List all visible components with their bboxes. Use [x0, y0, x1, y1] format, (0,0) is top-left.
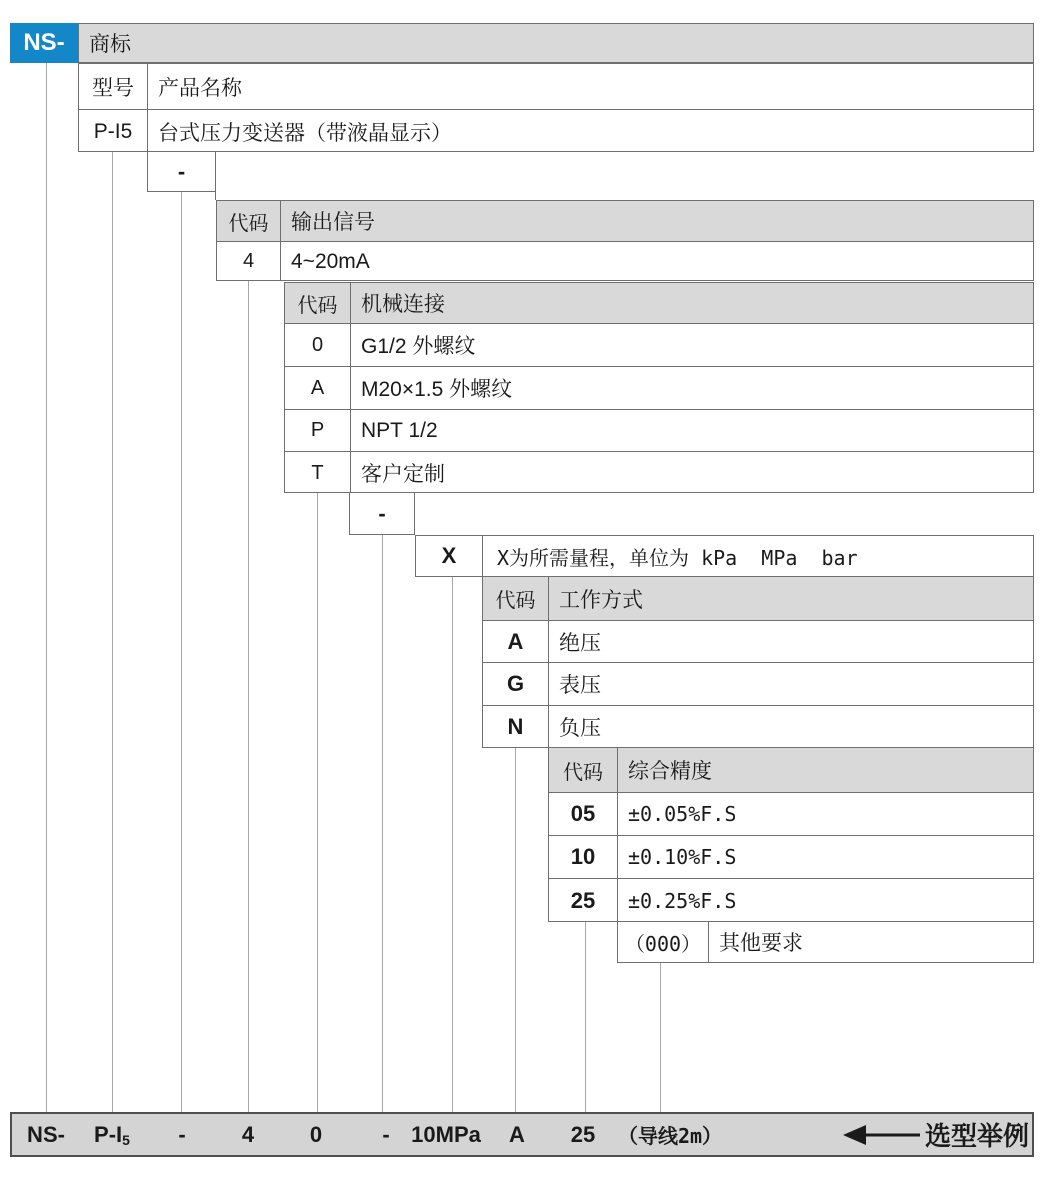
- example-model-sub: 5: [122, 1132, 130, 1148]
- table-row: [285, 409, 1033, 451]
- table-row: [549, 878, 1033, 922]
- code-cell: T: [285, 452, 351, 494]
- example-item-accuracy: 25: [570, 1121, 596, 1147]
- work-mode-title: 工作方式: [559, 588, 643, 612]
- separator-cell-1: [147, 152, 216, 192]
- example-item-range: 10MPa: [411, 1121, 481, 1147]
- table-row: [549, 835, 1033, 878]
- connector-line: [112, 152, 113, 1112]
- output-signal-title: 输出信号: [291, 211, 375, 234]
- table-header-row: [217, 201, 1033, 241]
- table-row: [483, 662, 1033, 705]
- code-cell: N: [483, 706, 549, 748]
- example-item-model: [94, 1114, 130, 1155]
- separator-label: -: [177, 158, 186, 184]
- other-code-cell: （000）: [618, 922, 709, 962]
- desc-cell: ±0.10%F.S: [628, 845, 737, 869]
- desc-cell: 4~20mA: [291, 249, 370, 273]
- desc-cell: ±0.05%F.S: [628, 802, 737, 826]
- table-row: [483, 705, 1033, 748]
- connector-line: [515, 748, 516, 1112]
- arrow-line: [863, 1133, 920, 1136]
- connector-line: [46, 63, 47, 1112]
- code-cell: A: [483, 621, 549, 662]
- model-table: [78, 63, 1034, 152]
- table-row: [79, 109, 1033, 153]
- desc-cell: 客户定制: [361, 463, 445, 486]
- range-code-cell: X: [416, 536, 483, 576]
- example-item-separator: -: [382, 1121, 390, 1147]
- connector-line: [248, 281, 249, 1112]
- brand-prefix-label: NS-: [23, 29, 65, 56]
- connector-line: [382, 535, 383, 1112]
- example-item-mode: A: [509, 1121, 525, 1147]
- table-row: [618, 922, 1033, 962]
- desc-cell: 绝压: [559, 631, 601, 655]
- code-cell: 10: [549, 836, 618, 878]
- accuracy-title: 综合精度: [628, 760, 712, 783]
- range-row: [415, 535, 1034, 577]
- code-header-cell: 代码: [285, 283, 351, 323]
- code-cell: A: [285, 367, 351, 409]
- desc-cell: G1/2 外螺纹: [361, 335, 476, 358]
- table-header-row: [549, 748, 1033, 792]
- range-desc-cell: X为所需量程，单位为 kPa MPa bar: [497, 545, 858, 570]
- desc-cell: 表压: [559, 674, 601, 697]
- table-header-row: [483, 577, 1033, 620]
- example-label: 选型举例: [925, 1121, 1030, 1151]
- table-row: [285, 323, 1033, 366]
- desc-cell: M20×1.5 外螺纹: [361, 378, 513, 401]
- code-header-cell: 代码: [549, 748, 618, 792]
- example-model-main: P-I: [94, 1121, 123, 1147]
- example-item-note: （导线2m）: [617, 1124, 723, 1148]
- accuracy-table: [548, 748, 1034, 922]
- work-mode-table: [482, 577, 1034, 748]
- table-row: [285, 366, 1033, 409]
- model-code-header-cell: 型号: [79, 64, 148, 109]
- product-name-header-cell: 产品名称: [158, 76, 242, 100]
- separator-cell-2: [349, 493, 415, 535]
- desc-cell: NPT 1/2: [361, 418, 438, 442]
- table-header-row: [285, 283, 1033, 323]
- desc-cell: 负压: [559, 717, 601, 740]
- table-row: [549, 792, 1033, 835]
- code-cell: G: [483, 663, 549, 705]
- code-cell: 25: [549, 879, 618, 922]
- code-cell: 0: [285, 324, 351, 366]
- connector-line: [585, 922, 586, 1112]
- other-requirements-row: [617, 922, 1034, 963]
- output-signal-table: [216, 200, 1034, 281]
- connector-line: [660, 963, 661, 1112]
- code-cell: P: [285, 410, 351, 451]
- example-bar: [10, 1112, 1034, 1157]
- example-item-separator: -: [178, 1121, 186, 1147]
- code-header-cell: 代码: [217, 201, 281, 241]
- desc-cell: ±0.25%F.S: [628, 888, 737, 913]
- table-row: [285, 451, 1033, 494]
- other-desc-cell: 其他要求: [719, 932, 803, 955]
- table-row: [217, 241, 1033, 281]
- connector-segment: [215, 192, 216, 200]
- connector-line: [452, 577, 453, 1112]
- trademark-label: 商标: [89, 33, 131, 56]
- code-header-cell: 代码: [483, 577, 549, 620]
- example-item-brand: NS-: [27, 1121, 65, 1147]
- code-cell: 05: [549, 793, 618, 835]
- example-item-mechanical: 0: [309, 1121, 323, 1147]
- connector-line: [317, 493, 318, 1112]
- mechanical-table: [284, 282, 1034, 493]
- separator-label: -: [378, 500, 386, 526]
- example-item-signal: 4: [241, 1121, 255, 1147]
- product-name-cell: 台式压力变送器（带液晶显示）: [158, 121, 452, 145]
- model-code-cell: P-I5: [79, 110, 148, 153]
- table-row: [79, 64, 1033, 109]
- brand-prefix-cell: [10, 23, 78, 63]
- trademark-header-cell: [78, 23, 1034, 63]
- code-cell: 4: [217, 242, 281, 281]
- table-row: [416, 536, 1033, 576]
- connector-line: [181, 192, 182, 1112]
- mechanical-title: 机械连接: [361, 293, 445, 316]
- table-row: [483, 620, 1033, 662]
